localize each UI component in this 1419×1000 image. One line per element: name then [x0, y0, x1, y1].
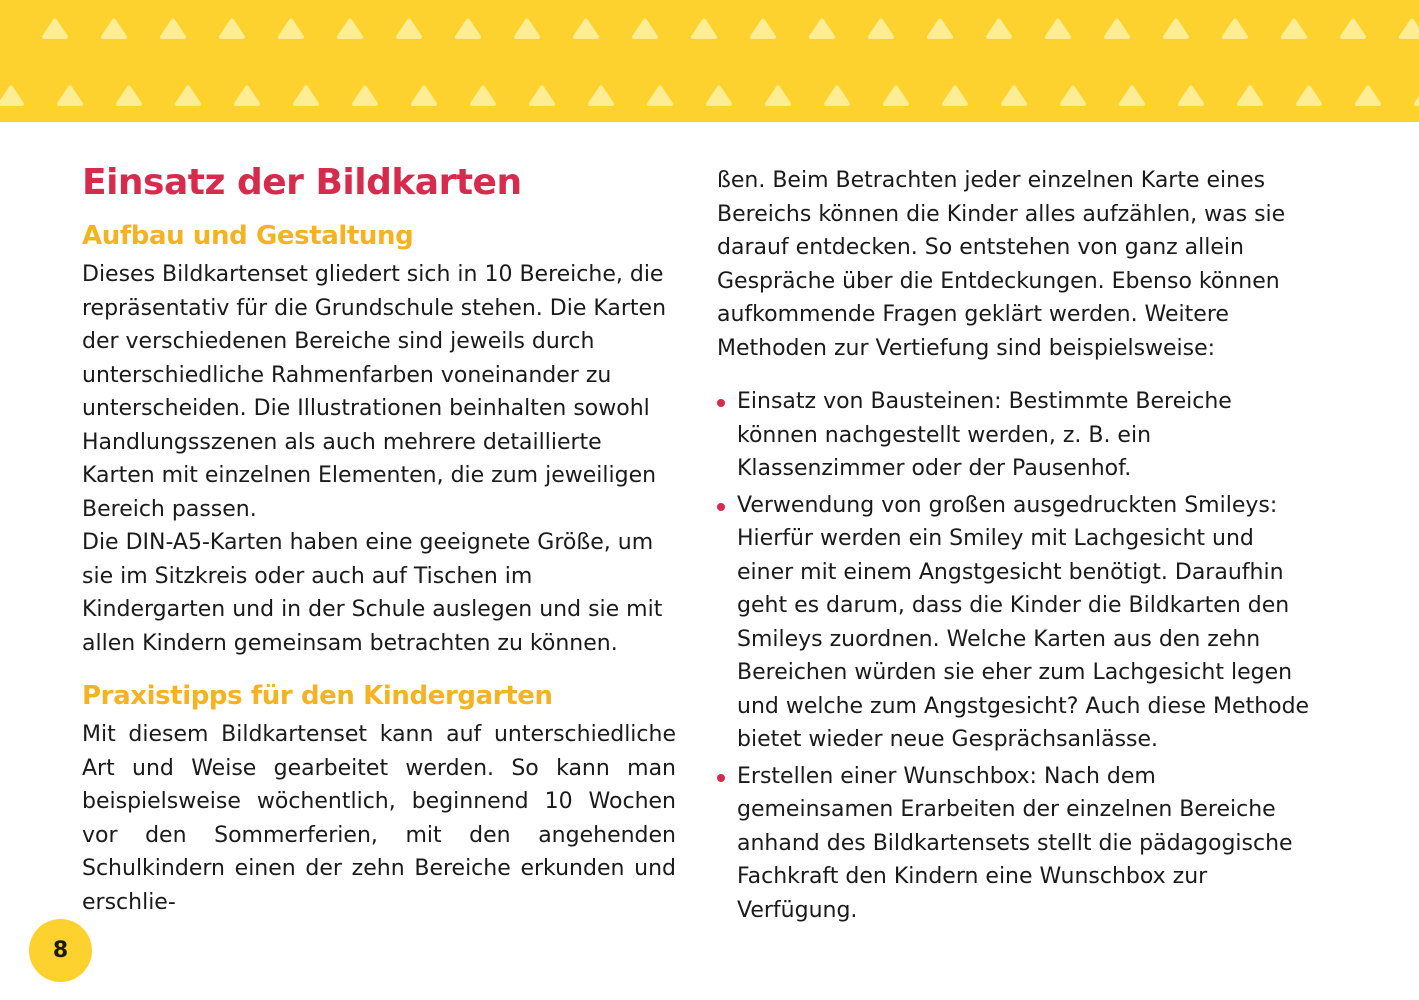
triangle-shape	[693, 21, 715, 38]
triangle-shape	[649, 88, 671, 105]
triangle-shape	[1180, 88, 1202, 105]
page-number-badge	[29, 919, 92, 982]
triangle-shape	[1283, 21, 1305, 38]
triangle-shape	[1165, 21, 1187, 38]
triangle-shape	[1062, 88, 1084, 105]
right-column	[717, 164, 1311, 930]
triangle-shape	[103, 21, 125, 38]
triangle-shape	[1357, 88, 1379, 105]
triangle-shape	[59, 88, 81, 105]
triangle-shape	[826, 88, 848, 105]
triangle-shape	[457, 21, 479, 38]
triangle-shape	[339, 21, 361, 38]
section-heading-praxistipps: Praxistipps für den Kindergarten	[82, 681, 553, 711]
paragraph-aufbau-2: Die DIN-A5-Karten haben eine geeignete Größe, um sie im Sitzkreis oder auch auf Tischen im Kindergarten und in der Schule auslegen und sie mit allen Kindern gemeinsam betrachten zu können.	[82, 530, 663, 656]
triangle-shape	[118, 88, 140, 105]
triangle-shape	[1121, 88, 1143, 105]
page-title: Einsatz der Bildkarten	[82, 162, 522, 203]
triangle-shape	[0, 88, 22, 105]
triangle-shape	[44, 21, 66, 38]
triangle-shape	[162, 21, 184, 38]
triangle-shape	[1342, 21, 1364, 38]
triangle-pattern	[0, 0, 1419, 122]
triangle-shape	[280, 21, 302, 38]
triangle-shape	[1003, 88, 1025, 105]
bullet-icon	[717, 399, 725, 407]
triangle-shape	[575, 21, 597, 38]
triangle-shape	[398, 21, 420, 38]
triangle-shape	[929, 21, 951, 38]
page-number: 8	[52, 938, 69, 963]
list-item	[717, 489, 1311, 757]
triangle-shape	[295, 88, 317, 105]
triangle-shape	[752, 21, 774, 38]
header-banner	[0, 0, 1419, 122]
triangle-shape	[1047, 21, 1069, 38]
triangle-shape	[885, 88, 907, 105]
list-item-text: Einsatz von Bausteinen: Bestimmte Bereiche können nachgestellt werden, z. B. ein Klassenzimmer oder der Pausenhof.	[737, 389, 1232, 481]
list-item-text: Verwendung von großen ausgedruckten Smileys: Hierfür werden ein Smiley mit Lachgesicht und einer mit einem Angstgesicht benötigt. Daraufhin geht es darum, dass die Kinder die Bildkarten den Smileys zuordnen. Welche Karten aus den zehn Bereichen würden sie eher zum Lachgesicht legen und welche zum Angstgesicht? Auch diese Methode bietet wieder neue Gesprächsanlässe.	[737, 492, 1310, 752]
triangle-shape	[177, 88, 199, 105]
paragraph-praxistipps-start: Mit diesem Bildkartenset kann auf unterschiedliche Art und Weise gearbeitet werden. So kann man beispielsweise wöchentlich, beginnend 10 Wochen vor den Sommerferien, mit den angehenden Schulkindern einen der zehn Bereiche erkunden und erschlie-	[82, 722, 676, 915]
triangle-shape	[870, 21, 892, 38]
triangle-shape	[767, 88, 789, 105]
triangle-shape	[236, 88, 258, 105]
triangle-shape	[944, 88, 966, 105]
triangle-shape	[516, 21, 538, 38]
triangle-shape	[1298, 88, 1320, 105]
list-item	[717, 760, 1311, 928]
triangle-shape	[811, 21, 833, 38]
triangle-shape	[472, 88, 494, 105]
triangle-shape	[1401, 21, 1419, 38]
bullet-icon	[717, 774, 725, 782]
triangle-shape	[531, 88, 553, 105]
triangle-shape	[708, 88, 730, 105]
methods-list	[717, 385, 1311, 927]
triangle-shape	[354, 88, 376, 105]
triangle-shape	[1239, 88, 1261, 105]
section-heading-aufbau: Aufbau und Gestaltung	[82, 221, 414, 251]
list-item	[717, 385, 1311, 486]
triangle-shape	[1106, 21, 1128, 38]
left-column	[82, 160, 676, 919]
triangle-shape	[221, 21, 243, 38]
triangle-shape	[634, 21, 656, 38]
list-item-text: Erstellen einer Wunschbox: Nach dem gemeinsamen Erarbeiten der einzelnen Bereiche anhand des Bildkartensets stellt die pädagogische Fachkraft den Kindern eine Wunschbox zur Verfügung.	[737, 763, 1293, 923]
triangle-shape	[413, 88, 435, 105]
triangle-shape	[1224, 21, 1246, 38]
triangle-shape	[590, 88, 612, 105]
paragraph-aufbau-1: Dieses Bildkartenset gliedert sich in 10 Bereiche, die repräsentativ für die Grundschule stehen. Die Karten der verschiedenen Bereiche sind jeweils durch unterschiedliche Rahmenfarben voneinander zu unterscheiden. Die Illustrationen beinhalten sowohl Handlungsszenen als auch mehrere detaillierte Karten mit einzelnen Elementen, die zum jeweiligen Bereich passen.	[82, 262, 667, 522]
triangle-shape	[988, 21, 1010, 38]
bullet-icon	[717, 503, 725, 511]
paragraph-praxistipps-continued: ßen. Beim Betrachten jeder einzelnen Karte eines Bereichs können die Kinder alles aufzählen, was sie darauf entdecken. So entstehen von ganz allein Gespräche über die Entdeckungen. Ebenso können aufkommende Fragen geklärt werden. Weitere Methoden zur Vertiefung sind beispielsweise:	[717, 168, 1286, 361]
